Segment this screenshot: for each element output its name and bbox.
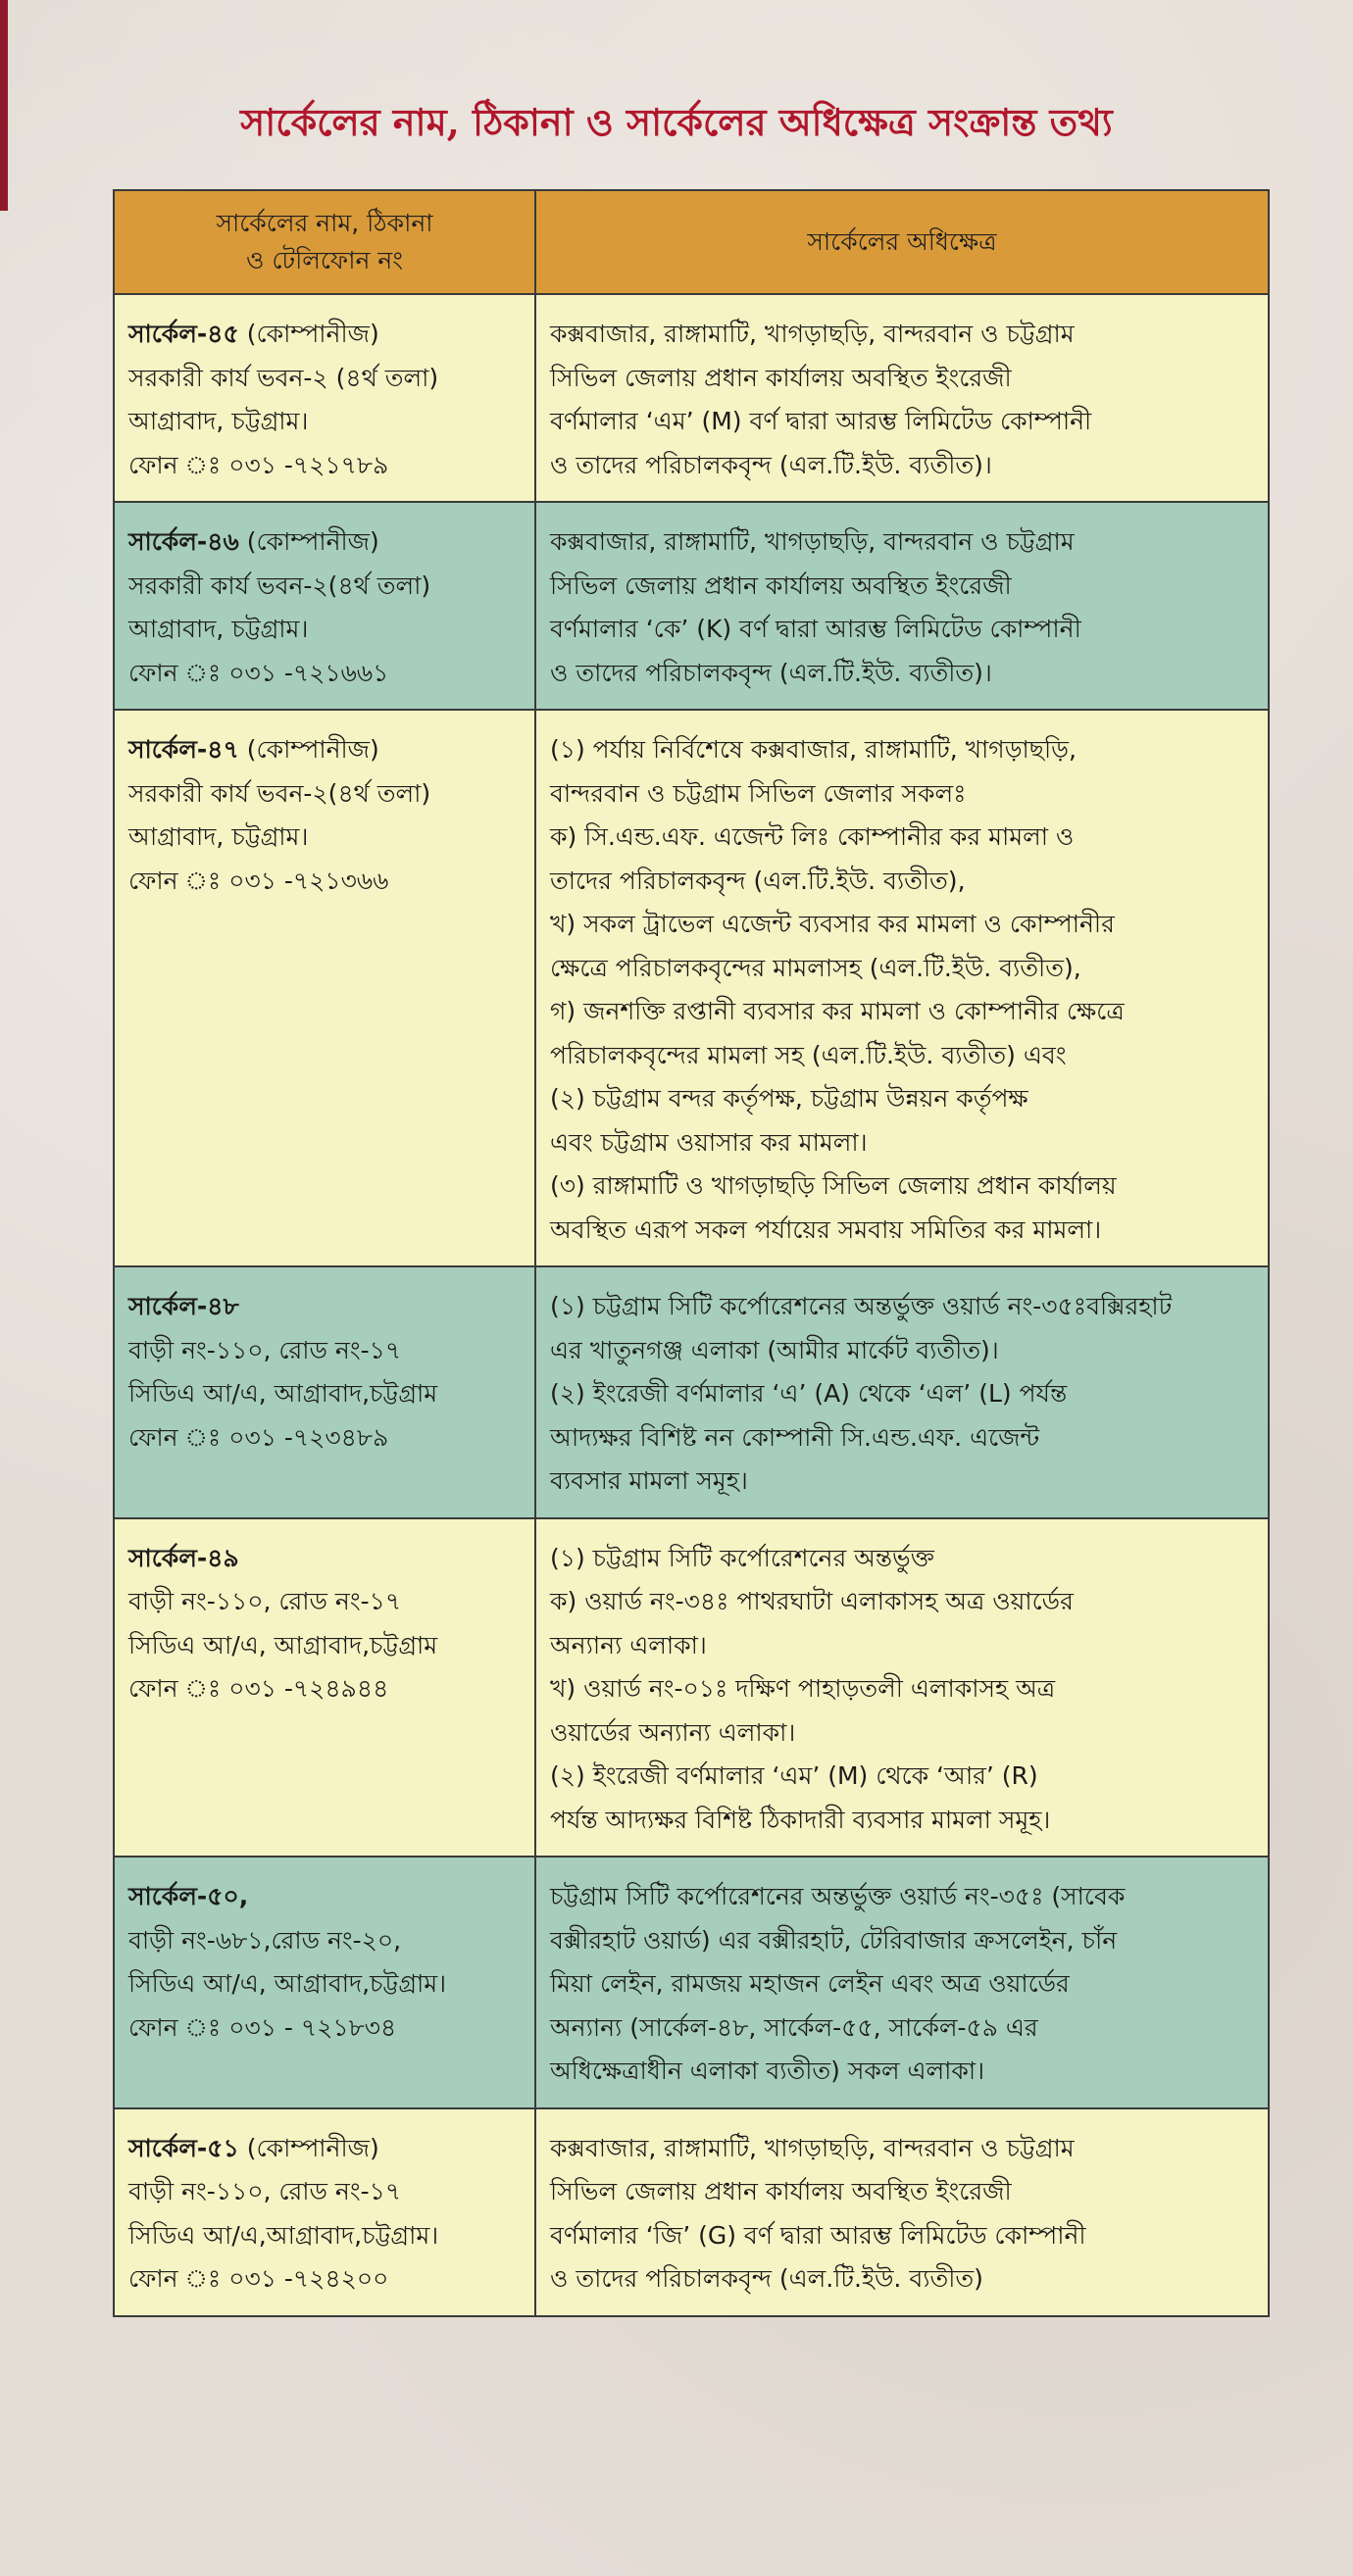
address-line: সিডিএ আ/এ, আগ্রাবাদ,চট্টগ্রাম (128, 1379, 438, 1408)
jurisdiction-line: (২) চট্টগ্রাম বন্দর কর্তৃপক্ষ, চট্টগ্রাম উন্নয়ন কর্তৃপক্ষ (550, 1084, 1028, 1113)
table-row (114, 1857, 1269, 2108)
jurisdiction-line: সিভিল জেলায় প্রধান কার্যালয় অবস্থিত ইংরেজী (550, 570, 1012, 600)
phone-line: ফোন ঃ ০৩১ -৭২৪৯৪৪ (128, 1674, 389, 1703)
phone-line: ফোন ঃ ০৩১ -৭২১৭৮৯ (128, 450, 389, 479)
jurisdiction-line: ও তাদের পরিচালকবৃন্দ (এল.টি.ইউ. ব্যতীত) (550, 2264, 983, 2293)
table-header-row (114, 190, 1269, 294)
jurisdiction-line: মিয়া লেইন, রামজয় মহাজন লেইন এবং অত্র ওয়ার্ডের (550, 1969, 1070, 1998)
address-line: সিডিএ আ/এ, আগ্রাবাদ,চট্টগ্রাম। (128, 1969, 447, 1998)
jurisdiction-line: অধিক্ষেত্রাধীন এলাকা ব্যতীত) সকল এলাকা। (550, 2056, 985, 2085)
address-line: বাড়ী নং-১১০, রোড নং-১৭ (128, 1335, 402, 1364)
page-title: সার্কেলের নাম, ঠিকানা ও সার্কেলের অধিক্ষেত্র সংক্রান্ত তথ্য (240, 100, 1113, 144)
jurisdiction-cell (535, 1518, 1269, 1858)
jurisdiction-line: অন্যান্য (সার্কেল-৪৮, সার্কেল-৫৫, সার্কেল-৫৯ এর (550, 2012, 1038, 2042)
circle-info-cell (114, 2108, 535, 2316)
jurisdiction-line: গ) জনশক্তি রপ্তানী ব্যবসার কর মামলা ও কোম্পানীর ক্ষেত্রে (550, 997, 1125, 1025)
jurisdiction-line: (২) ইংরেজী বর্ণমালার ‘এম’ (M) থেকে ‘আর’ (R) (550, 1761, 1038, 1790)
jurisdiction-line: (১) চট্টগ্রাম সিটি কর্পোরেশনের অন্তর্ভুক্ত ওয়ার্ড নং-৩৫ঃবক্সিরহাট (550, 1292, 1173, 1320)
phone-line: ফোন ঃ ০৩১ -৭২৩৪৮৯ (128, 1422, 389, 1452)
jurisdiction-line: বর্ণমালার ‘জি’ (G) বর্ণ দ্বারা আরম্ভ লিমিটেড কোম্পানী (550, 2220, 1086, 2250)
circle-info-cell (114, 1518, 535, 1858)
jurisdiction-line: সিভিল জেলায় প্রধান কার্যালয় অবস্থিত ইংরেজী (550, 2177, 1012, 2205)
header-circle-info-line: ও টেলিফোন নং (245, 246, 403, 274)
circle-type: (কোম্পানীজ) (238, 2133, 379, 2162)
address-line: সিডিএ আ/এ,আগ্রাবাদ,চট্টগ্রাম। (128, 2220, 439, 2250)
table-row (114, 1518, 1269, 1858)
jurisdiction-line: এর খাতুনগঞ্জ এলাকা (আমীর মার্কেট ব্যতীত)। (550, 1335, 999, 1364)
address-line: বাড়ী নং-৬৮১,রোড নং-২০, (128, 1925, 402, 1955)
circle-name: সার্কেল-৫০, (128, 1882, 249, 1910)
jurisdiction-line: কক্সবাজার, রাঙ্গামাটি, খাগড়াছড়ি, বান্দরবান ও চট্টগ্রাম (550, 527, 1075, 556)
jurisdiction-cell (535, 1857, 1269, 2108)
jurisdiction-line: বর্ণমালার ‘কে’ (K) বর্ণ দ্বারা আরম্ভ লিমিটেড কোম্পানী (550, 615, 1081, 643)
circle-name: সার্কেল-৪৮ (128, 1292, 239, 1320)
jurisdiction-cell (535, 710, 1269, 1266)
jurisdiction-line: সিভিল জেলায় প্রধান কার্যালয় অবস্থিত ইংরেজী (550, 363, 1012, 392)
table-row (114, 2108, 1269, 2316)
circle-info-cell (114, 710, 535, 1266)
header-circle-info-line: সার্কেলের নাম, ঠিকানা (216, 209, 433, 237)
circle-name: সার্কেল-৪৬ (128, 527, 239, 556)
jurisdiction-line: (১) পর্যায় নির্বিশেষে কক্সবাজার, রাঙ্গামাটি, খাগড়াছড়ি, (550, 735, 1077, 764)
jurisdiction-cell (535, 294, 1269, 502)
phone-line: ফোন ঃ ০৩১ -৭২৪২০০ (128, 2264, 389, 2293)
table-row (114, 1266, 1269, 1518)
address-line: বাড়ী নং-১১০, রোড নং-১৭ (128, 2177, 402, 2205)
jurisdiction-line: (৩) রাঙ্গামাটি ও খাগড়াছড়ি সিভিল জেলায় প্রধান কার্যালয় (550, 1171, 1117, 1200)
jurisdiction-cell (535, 1266, 1269, 1518)
address-line: আগ্রাবাদ, চট্টগ্রাম। (128, 615, 309, 643)
jurisdiction-line: খ) সকল ট্রাভেল এজেন্ট ব্যবসার কর মামলা ও কোম্পানীর (550, 910, 1115, 938)
jurisdiction-line: অবস্থিত এরূপ সকল পর্যায়ের সমবায় সমিতির কর মামলা। (550, 1214, 1102, 1244)
jurisdiction-line: ও তাদের পরিচালকবৃন্দ (এল.টি.ইউ. ব্যতীত)। (550, 658, 992, 687)
jurisdiction-line: (১) চট্টগ্রাম সিটি কর্পোরেশনের অন্তর্ভুক্ত (550, 1543, 934, 1572)
circle-name: সার্কেল-৪৭ (128, 735, 239, 764)
circle-name: সার্কেল-৪৯ (128, 1543, 239, 1572)
jurisdiction-line: এবং চট্টগ্রাম ওয়াসার কর মামলা। (550, 1127, 868, 1157)
jurisdiction-line: ও তাদের পরিচালকবৃন্দ (এল.টি.ইউ. ব্যতীত)। (550, 450, 992, 479)
jurisdiction-line: বর্ণমালার ‘এম’ (M) বর্ণ দ্বারা আরম্ভ লিমিটেড কোম্পানী (550, 407, 1092, 435)
jurisdiction-line: ব্যবসার মামলা সমূহ। (550, 1466, 748, 1495)
jurisdiction-line: ক্ষেত্রে পরিচালকবৃন্দের মামলাসহ (এল.টি.ইউ. ব্যতীত), (550, 953, 1081, 982)
jurisdiction-line: ক) ওয়ার্ড নং-৩৪ঃ পাথরঘাটা এলাকাসহ অত্র ওয়ার্ডের (550, 1587, 1074, 1615)
address-line: সরকারী কার্য ভবন-২(৪র্থ তলা) (128, 778, 431, 808)
header-jurisdiction: সার্কেলের অধিক্ষেত্র (535, 190, 1269, 294)
circle-info-cell (114, 294, 535, 502)
circle-type: (কোম্পানীজ) (238, 527, 379, 556)
jurisdiction-line: চট্টগ্রাম সিটি কর্পোরেশনের অন্তর্ভুক্ত ওয়ার্ড নং-৩৫ঃ (সাবেক (550, 1882, 1126, 1910)
jurisdiction-cell (535, 502, 1269, 710)
jurisdiction-line: বান্দরবান ও চট্টগ্রাম সিভিল জেলার সকলঃ (550, 778, 967, 808)
circle-info-cell (114, 502, 535, 710)
circle-type: (কোম্পানীজ) (238, 735, 379, 764)
jurisdiction-line: তাদের পরিচালকবৃন্দ (এল.টি.ইউ. ব্যতীত), (550, 866, 966, 895)
circle-type: (কোম্পানীজ) (238, 320, 379, 348)
jurisdiction-line: (২) ইংরেজী বর্ণমালার ‘এ’ (A) থেকে ‘এল’ (L) পর্যন্ত (550, 1379, 1068, 1408)
phone-line: ফোন ঃ ০৩১ -৭২১৩৬৬ (128, 866, 389, 895)
address-line: আগ্রাবাদ, চট্টগ্রাম। (128, 407, 309, 435)
circle-table (113, 189, 1270, 2317)
phone-line: ফোন ঃ ০৩১ - ৭২১৮৩৪ (128, 2012, 397, 2042)
jurisdiction-line: কক্সবাজার, রাঙ্গামাটি, খাগড়াছড়ি, বান্দরবান ও চট্টগ্রাম (550, 2133, 1075, 2162)
jurisdiction-line: খ) ওয়ার্ড নং-০১ঃ দক্ষিণ পাহাড়তলী এলাকাসহ অত্র (550, 1674, 1056, 1703)
circle-info-cell (114, 1266, 535, 1518)
circle-name: সার্কেল-৫১ (128, 2133, 239, 2162)
address-line: সরকারী কার্য ভবন-২ (৪র্থ তলা) (128, 363, 439, 392)
address-line: আগ্রাবাদ, চট্টগ্রাম। (128, 822, 309, 851)
circle-name: সার্কেল-৪৫ (128, 320, 239, 348)
jurisdiction-line: পরিচালকবৃন্দের মামলা সহ (এল.টি.ইউ. ব্যতীত) এবং (550, 1040, 1067, 1069)
jurisdiction-line: ক) সি.এন্ড.এফ. এজেন্ট লিঃ কোম্পানীর কর মামলা ও (550, 822, 1075, 851)
jurisdiction-line: কক্সবাজার, রাঙ্গামাটি, খাগড়াছড়ি, বান্দরবান ও চট্টগ্রাম (550, 320, 1075, 348)
jurisdiction-line: ওয়ার্ডের অন্যান্য এলাকা। (550, 1717, 796, 1747)
jurisdiction-line: পর্যন্ত আদ্যক্ষর বিশিষ্ট ঠিকাদারী ব্যবসার মামলা সমূহ। (550, 1805, 1051, 1834)
jurisdiction-cell (535, 2108, 1269, 2316)
address-line: বাড়ী নং-১১০, রোড নং-১৭ (128, 1587, 402, 1615)
address-line: সরকারী কার্য ভবন-২(৪র্থ তলা) (128, 570, 431, 600)
jurisdiction-line: বক্সীরহাট ওয়ার্ড) এর বক্সীরহাট, টেরিবাজার ক্রসলেইন, চাঁন (550, 1925, 1118, 1955)
circle-info-cell (114, 1857, 535, 2108)
table-row (114, 294, 1269, 502)
jurisdiction-line: অন্যান্য এলাকা। (550, 1630, 707, 1660)
table-row (114, 502, 1269, 710)
phone-line: ফোন ঃ ০৩১ -৭২১৬৬১ (128, 658, 389, 687)
header-circle-info (114, 190, 535, 294)
address-line: সিডিএ আ/এ, আগ্রাবাদ,চট্টগ্রাম (128, 1630, 438, 1660)
jurisdiction-line: আদ্যক্ষর বিশিষ্ট নন কোম্পানী সি.এন্ড.এফ. এজেন্ট (550, 1422, 1040, 1452)
circle-table-wrapper (113, 189, 1268, 2317)
table-row (114, 710, 1269, 1266)
